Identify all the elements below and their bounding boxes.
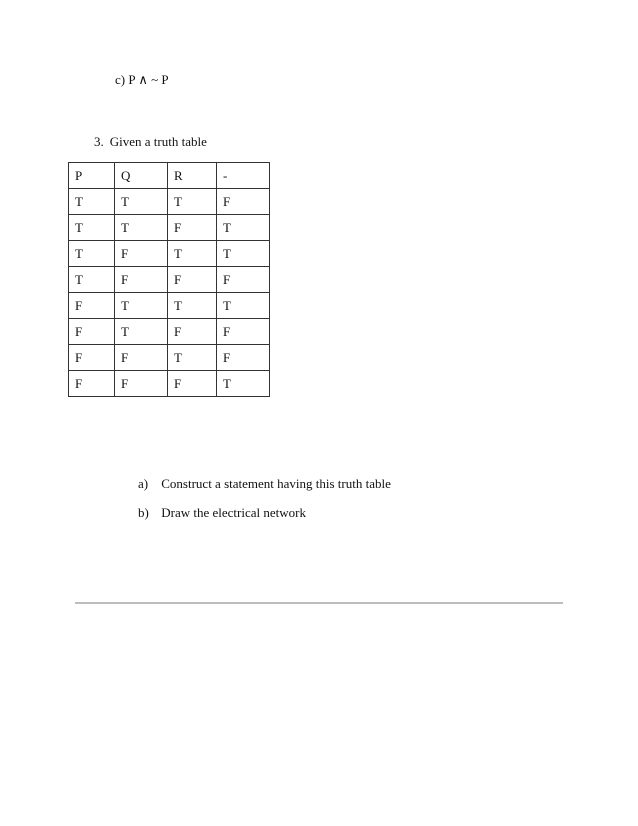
task-item-b xyxy=(138,505,391,534)
table-cell: T xyxy=(115,319,168,345)
table-cell: T xyxy=(69,189,115,215)
column-header-output: - xyxy=(217,163,270,189)
table-cell: F xyxy=(168,215,217,241)
table-cell: T xyxy=(217,371,270,397)
question-number: 3. xyxy=(94,134,104,149)
horizontal-divider xyxy=(75,602,563,604)
task-label: b) xyxy=(138,505,149,520)
table-cell: T xyxy=(217,215,270,241)
table-row xyxy=(69,189,270,215)
table-row xyxy=(69,267,270,293)
table-row xyxy=(69,241,270,267)
table-row xyxy=(69,319,270,345)
column-header-r: R xyxy=(168,163,217,189)
table-cell: F xyxy=(217,267,270,293)
table-cell: F xyxy=(217,189,270,215)
table-cell: F xyxy=(115,345,168,371)
table-cell: T xyxy=(69,241,115,267)
column-header-q: Q xyxy=(115,163,168,189)
table-cell: T xyxy=(168,293,217,319)
task-item-a xyxy=(138,476,391,505)
table-cell: F xyxy=(168,267,217,293)
table-cell: T xyxy=(168,345,217,371)
table-cell: F xyxy=(69,371,115,397)
table-cell: F xyxy=(115,267,168,293)
task-list xyxy=(138,476,391,534)
truth-table xyxy=(68,162,270,397)
table-cell: T xyxy=(115,215,168,241)
task-text: Draw the electrical network xyxy=(161,505,306,520)
table-row xyxy=(69,371,270,397)
table-cell: T xyxy=(168,189,217,215)
table-cell: T xyxy=(217,293,270,319)
table-cell: F xyxy=(217,319,270,345)
question-text: Given a truth table xyxy=(109,134,207,149)
table-cell: F xyxy=(115,371,168,397)
table-cell: T xyxy=(217,241,270,267)
table-cell: F xyxy=(168,371,217,397)
table-cell: F xyxy=(115,241,168,267)
table-cell: T xyxy=(115,293,168,319)
expression-line: c) P ∧ ~ P xyxy=(115,72,169,87)
table-row xyxy=(69,215,270,241)
table-cell: F xyxy=(69,293,115,319)
table-cell: T xyxy=(168,241,217,267)
task-text: Construct a statement having this truth table xyxy=(161,476,391,491)
task-label: a) xyxy=(138,476,149,491)
table-row xyxy=(69,345,270,371)
question-heading xyxy=(94,134,207,150)
table-cell: F xyxy=(217,345,270,371)
column-header-p: P xyxy=(69,163,115,189)
table-header-row xyxy=(69,163,270,189)
table-row xyxy=(69,293,270,319)
table-cell: F xyxy=(69,345,115,371)
table-cell: T xyxy=(69,215,115,241)
table-cell: T xyxy=(115,189,168,215)
table-cell: F xyxy=(168,319,217,345)
table-cell: T xyxy=(69,267,115,293)
table-cell: F xyxy=(69,319,115,345)
